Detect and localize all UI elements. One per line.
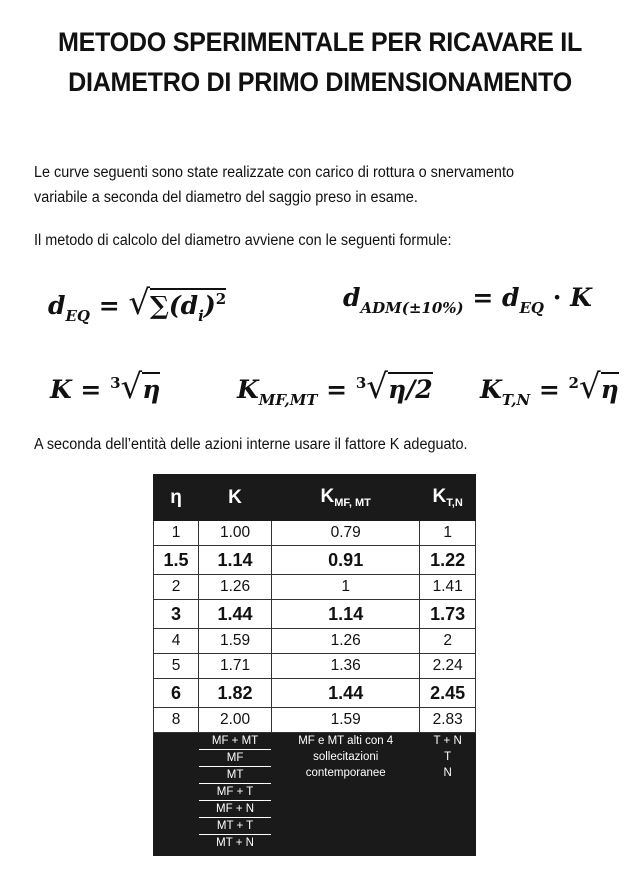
k-case: MT + N: [216, 837, 254, 849]
cell-kmf: 1.59: [272, 708, 420, 733]
header-k: [199, 475, 272, 521]
k-case: MF + T: [199, 784, 271, 801]
cell-k: 1.71: [199, 654, 272, 679]
k-factor-table: [153, 474, 476, 856]
kmf-text-line: contemporanee: [305, 767, 386, 779]
title-line-1: METODO SPERIMENTALE PER RICAVARE IL: [57, 27, 583, 57]
k-case: MF + MT: [199, 733, 271, 750]
cell-ktn: 2.45: [420, 679, 476, 708]
cell-ktn: 2.24: [420, 654, 476, 679]
cell-ktn: 1.41: [420, 575, 476, 600]
table-row: [154, 708, 476, 733]
cell-ktn: 2.83: [420, 708, 476, 733]
cell-eta: 8: [154, 708, 199, 733]
cell-k: 1.82: [199, 679, 272, 708]
table-row: [154, 654, 476, 679]
table-row: [154, 521, 476, 546]
k-case: MT: [199, 767, 271, 784]
header-ktn-sub: T,N: [446, 497, 463, 509]
page-title: [22, 22, 617, 102]
header-k-label: K: [228, 486, 242, 508]
ktn-case: N: [443, 767, 452, 779]
table-row: [154, 546, 476, 575]
formula-ktn: $K_{T,N} = ^2√\eta$: [480, 367, 619, 409]
cell-ktn: 1: [420, 521, 476, 546]
header-kmf-sub: MF, MT: [334, 497, 371, 509]
footer-eta-cell: [154, 733, 199, 856]
header-eta-label: η: [170, 486, 182, 508]
table-row: [154, 575, 476, 600]
cell-k: 1.14: [199, 546, 272, 575]
table-header-row: [154, 475, 476, 521]
cell-eta: 2: [154, 575, 199, 600]
cell-k: 1.26: [199, 575, 272, 600]
k-case: MF: [199, 750, 271, 767]
intro-line-3: Il metodo di calcolo del diametro avviene con le seguenti formule:: [34, 232, 452, 249]
cell-eta: 4: [154, 629, 199, 654]
table-row: [154, 600, 476, 629]
header-kmf-label: K: [320, 486, 335, 507]
cell-kmf: 0.91: [272, 546, 420, 575]
cell-ktn: 1.73: [420, 600, 476, 629]
formula-deq: $d_{EQ} = √\sum(d_i)^2$: [48, 283, 227, 325]
header-kmf: [272, 475, 420, 521]
footer-k-cases: [199, 733, 272, 856]
table-body: [154, 521, 476, 733]
cell-k: 1.00: [199, 521, 272, 546]
header-ktn-label: K: [432, 486, 447, 507]
ktn-case: T: [444, 751, 452, 763]
formula-kmf: $K_{MF,MT} = ^3√\eta/2$: [237, 367, 433, 409]
k-case: MT + T: [199, 818, 271, 835]
kmf-text-line: sollecitazioni: [313, 751, 379, 763]
cell-k: 1.44: [199, 600, 272, 629]
cell-eta: 5: [154, 654, 199, 679]
formula-dadm: $d_{ADM(\pm 10\%)} = d_{EQ} \cdot K$: [343, 283, 592, 317]
intro-line-1: Le curve seguenti sono state realizzate con carico di rottura o snervamento: [34, 164, 514, 181]
cell-kmf: 1.36: [272, 654, 420, 679]
cell-k: 2.00: [199, 708, 272, 733]
cell-ktn: 2: [420, 629, 476, 654]
table-footer-row: [154, 733, 476, 856]
k-case: MF + N: [199, 801, 271, 818]
table-row: [154, 679, 476, 708]
table-row: [154, 629, 476, 654]
cell-ktn: 1.22: [420, 546, 476, 575]
ktn-case: T + N: [433, 735, 462, 747]
cell-eta: 6: [154, 679, 199, 708]
cell-kmf: 1.14: [272, 600, 420, 629]
cell-kmf: 0.79: [272, 521, 420, 546]
footer-ktn-cases: [420, 733, 476, 856]
header-eta: [154, 475, 199, 521]
cell-k: 1.59: [199, 629, 272, 654]
header-ktn: [420, 475, 476, 521]
cell-eta: 1.5: [154, 546, 199, 575]
intro-line-2: variabile a seconda del diametro del saggio preso in esame.: [34, 189, 418, 206]
cell-kmf: 1: [272, 575, 420, 600]
formula-k: K = $^3$√η: [50, 367, 161, 407]
title-line-2: DIAMETRO DI PRIMO DIMENSIONAMENTO: [68, 67, 572, 97]
kmf-text-line: MF e MT alti con 4: [298, 735, 394, 747]
cell-eta: 3: [154, 600, 199, 629]
cell-kmf: 1.44: [272, 679, 420, 708]
cell-kmf: 1.26: [272, 629, 420, 654]
note-text: A seconda dell’entità delle azioni interne usare il fattore K adeguato.: [34, 436, 468, 453]
footer-kmf-text: [272, 733, 420, 856]
cell-eta: 1: [154, 521, 199, 546]
